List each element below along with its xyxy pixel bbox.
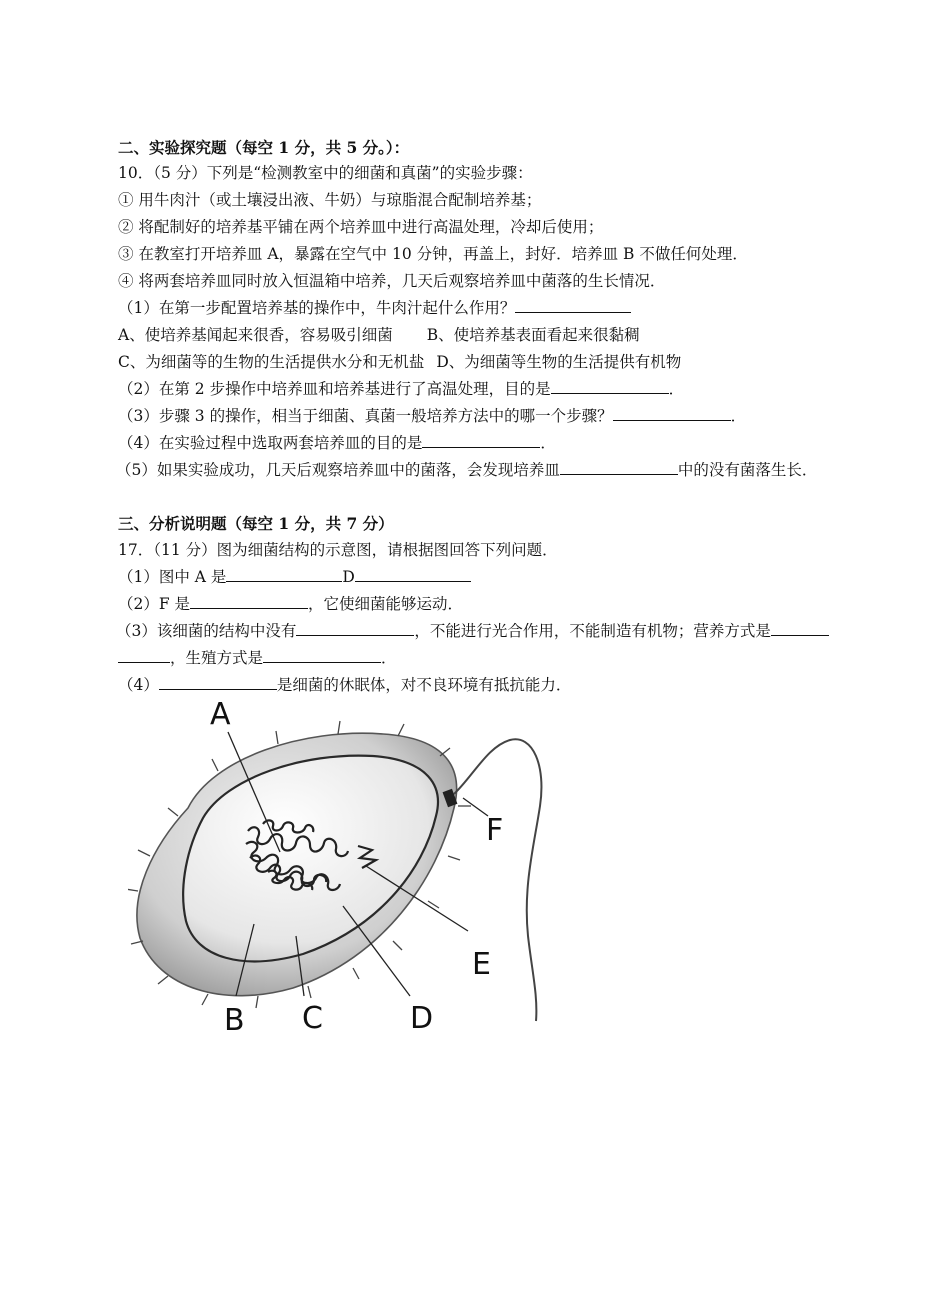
answer-blank-q17-3b-end[interactable] xyxy=(118,648,170,663)
leader-f xyxy=(463,798,488,816)
step-3: ③ 在教室打开培养皿 A，暴露在空气中 10 分钟，再盖上，封好．培养皿 B 不做任何处理． xyxy=(118,245,748,263)
answer-blank-q17-3a[interactable] xyxy=(296,621,414,636)
q17-part4 xyxy=(118,675,571,695)
answer-blank-q10-1[interactable] xyxy=(515,298,631,313)
step-4: ④ 将两套培养皿同时放入恒温箱中培养，几天后观察培养皿中菌落的生长情况． xyxy=(118,272,666,290)
q10-part2-text: （2）在第 2 步操作中培养皿和培养基进行了高温处理，目的是 xyxy=(118,380,551,398)
option-a: A、使培养基闻起来很香，容易吸引细菌 xyxy=(118,326,393,344)
bacterium-diagram xyxy=(128,696,568,1041)
period: ． xyxy=(381,649,397,667)
q10-part3-text: （3）步骤 3 的操作，相当于细菌、真菌一般培养方法中的哪一个步骤？ xyxy=(118,407,613,425)
q17-part1 xyxy=(118,567,471,587)
period: ． xyxy=(540,434,556,452)
answer-blank-q17-3c[interactable] xyxy=(263,648,381,663)
label-d: D xyxy=(410,1001,434,1036)
q17-part2 xyxy=(118,594,463,614)
option-b: B、使培养基表面看起来很黏稠 xyxy=(426,326,640,344)
q17-part3 xyxy=(116,621,829,641)
q10-part5-tail: 中的没有菌落生长． xyxy=(677,461,818,479)
answer-blank-q17-f[interactable] xyxy=(190,594,308,609)
answer-blank-q10-5[interactable] xyxy=(560,460,678,475)
q17-part4-text: 是细菌的休眠体，对不良环境有抵抗能力． xyxy=(276,676,572,694)
q17-part2-text: （2）F 是 xyxy=(118,595,191,613)
period: ． xyxy=(730,407,747,425)
q10-part1 xyxy=(118,298,631,318)
option-c: C、为细菌等的生物的生活提供水分和无机盐 xyxy=(118,353,425,371)
q10-part3 xyxy=(118,406,746,426)
q17-part3-mid: ，不能进行光合作用，不能制造有机物；营养方式是 xyxy=(414,622,771,640)
option-d: D、为细菌等生物的生活提供有机物 xyxy=(436,353,682,371)
answer-blank-q17-a[interactable] xyxy=(226,567,342,582)
label-b: B xyxy=(224,1003,245,1038)
q17-part1-text: （1）图中 A 是 xyxy=(118,568,227,586)
answer-blank-q17-3b-start[interactable] xyxy=(771,621,829,636)
q17-part1-d: D xyxy=(342,568,355,586)
q17-part3-tail: ，生殖方式是 xyxy=(170,649,264,667)
q10-part5-text: （5）如果实验成功，几天后观察培养皿中的菌落，会发现培养皿 xyxy=(116,461,560,479)
answer-blank-q17-4[interactable] xyxy=(159,675,277,690)
q17-part3-text: （3）该细菌的结构中没有 xyxy=(116,622,297,640)
q17-part3-cont xyxy=(118,648,397,668)
section3-heading: 三、分析说明题（每空 1 分，共 7 分） xyxy=(118,514,394,533)
label-f: F xyxy=(486,813,504,848)
q10-part5 xyxy=(116,460,817,480)
q10-intro: 10．（5 分）下列是“检测教室中的细菌和真菌”的实验步骤： xyxy=(118,164,533,182)
label-e: E xyxy=(472,947,491,982)
step-2: ② 将配制好的培养基平铺在两个培养皿中进行高温处理，冷却后使用； xyxy=(118,218,604,236)
answer-blank-q10-2[interactable] xyxy=(551,379,669,394)
q10-part1-text: （1）在第一步配置培养基的操作中，牛肉汁起什么作用？ xyxy=(118,299,516,317)
q10-part2 xyxy=(118,379,684,399)
q17-intro: 17．（11 分）图为细菌结构的示意图，请根据图回答下列问题． xyxy=(118,541,558,559)
q10-part4 xyxy=(118,433,556,453)
options-row-2 xyxy=(118,352,681,372)
answer-blank-q10-3[interactable] xyxy=(613,406,731,421)
section2-heading: 二、实验探究题（每空 1 分，共 5 分。）： xyxy=(118,138,410,157)
answer-blank-q10-4[interactable] xyxy=(422,433,540,448)
options-row-1 xyxy=(118,325,640,345)
label-a: A xyxy=(210,697,231,732)
flagellum xyxy=(443,739,542,1021)
answer-blank-q17-d[interactable] xyxy=(355,567,471,582)
period: ． xyxy=(668,380,685,398)
q17-part2-tail: ，它使细菌能够运动． xyxy=(308,595,464,613)
q17-part4-prefix: （4） xyxy=(118,676,159,694)
q10-part4-text: （4）在实验过程中选取两套培养皿的目的是 xyxy=(118,434,423,452)
label-c: C xyxy=(302,1001,323,1036)
step-1: ① 用牛肉汁（或土壤浸出液、牛奶）与琼脂混合配制培养基； xyxy=(118,191,542,209)
